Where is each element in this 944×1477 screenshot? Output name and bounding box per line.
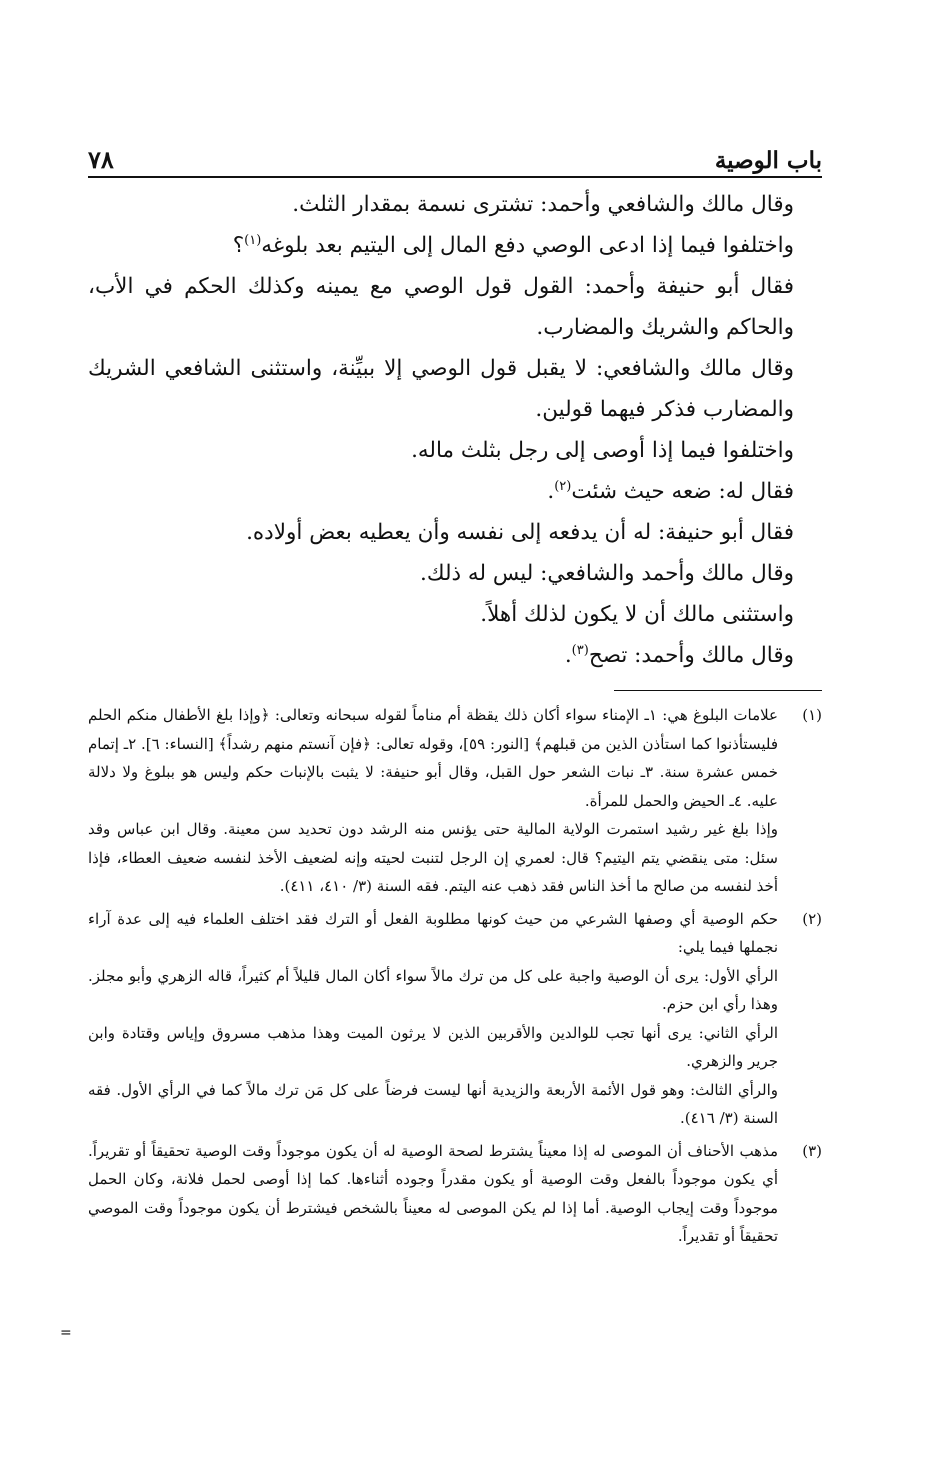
footnotes — [88, 701, 822, 1251]
paragraph — [88, 512, 822, 553]
footnote-2 — [88, 905, 822, 1133]
paragraph-text: واختلفوا فيما إذا أوصى إلى رجل بثلث ماله. — [411, 438, 794, 463]
paragraph — [88, 594, 822, 635]
footnote-paragraph: علامات البلوغ هي: ١ـ الإمناء سواء أكان ذلك يقظة أم مناماً لقوله سبحانه وتعالى: ﴿وإذا بلغ الأطفال منكم الحلم فليستأذنوا كما استأذن الذين من قبلهم﴾ [النور: ٥٩]، وقوله تعالى: ﴿فإن آنستم منهم رشداً﴾ [النساء: ٦]. ٢ـ إتمام خمس عشرة سنة. ٣ـ نبات الشعر حول القبل، وقال أبو حنيفة: لا يثبت بالإنبات حكم وليس هو ببلوغ ولا دلالة عليه. ٤ـ الحيض والحمل للمرأة. — [88, 706, 779, 810]
paragraph-text: فقال له: ضعه حيث شئت — [571, 479, 794, 504]
footnote-number: (١) — [802, 706, 822, 724]
paragraph — [88, 348, 822, 430]
paragraph-text: واختلفوا فيما إذا ادعى الوصي دفع المال إلى اليتيم بعد بلوغه — [261, 233, 794, 258]
footnote-body — [88, 1137, 778, 1251]
paragraph-text: فقال أبو حنيفة وأحمد: القول قول الوصي مع يمينه وكذلك الحكم في الأب، والحاكم والشريك والمضارب. — [88, 274, 794, 340]
paragraph-text: وقال مالك والشافعي: لا يقبل قول الوصي إلا ببيِّنة، واستثنى الشافعي الشريك والمضارب فذكر فيهما قولين. — [88, 356, 794, 422]
paragraph — [88, 553, 822, 594]
footnote-body — [88, 905, 778, 1133]
page — [88, 138, 822, 1255]
running-title: باب الوصية — [714, 147, 822, 174]
footnote-paragraph: الرأي الثاني: يرى أنها تجب للوالدين والأقربين الذين لا يرثون الميت وهذا مذهب مسروق وإياس وقتادة وابن جرير والزهري. — [88, 1023, 778, 1070]
footnote-ref[interactable]: (١) — [244, 232, 262, 248]
paragraph — [88, 184, 822, 225]
footnote-ref[interactable]: (٢) — [554, 478, 572, 494]
footnote-paragraph: مذهب الأحناف أن الموصى له إذا معيناً يشترط لصحة الوصية له أن يكون موجوداً وقت الوصية تحقيقاً أو تقريراً. أي يكون موجوداً بالفعل وقت الوصية أو يكون مقدراً وجوده أثناءها. كما إذا أوصى لحمل فلانة، وكان الحمل موجوداً وقت إيجاب الوصية. أما إذا لم يكن الموصى له معيناً بالشخص فيشترط أن يكون موجوداً وقت الموصي تحقيقاً أو تقديراً. — [88, 1141, 778, 1245]
main-text — [88, 184, 822, 676]
footnote-paragraph: حكم الوصية أي وصفها الشرعي من حيث كونها مطلوبة الفعل أو الترك فقد اختلف العلماء فيه إلى عدة آراء نجملها فيما يلي: — [88, 909, 778, 956]
paragraph — [88, 266, 822, 348]
punctuation: . — [564, 643, 572, 668]
paragraph-text: وقال مالك وأحمد: تصح — [588, 643, 794, 668]
punctuation: . — [547, 479, 555, 504]
paragraph — [88, 430, 822, 471]
paragraph — [88, 471, 822, 512]
footnote-paragraph: الرأي الأول: يرى أن الوصية واجبة على كل من ترك مالاً سواء أكان المال قليلاً أم كثيراً، قاله الزهري وأبو مجلز. وهذا رأي ابن حزم. — [88, 966, 778, 1013]
paragraph — [88, 225, 822, 266]
punctuation: ؟ — [232, 233, 245, 258]
footnote-separator — [614, 690, 822, 691]
footnote-number: (٢) — [802, 909, 822, 928]
paragraph-text: واستثنى مالك أن لا يكون لذلك أهلاً. — [480, 602, 794, 627]
running-header — [88, 138, 822, 178]
paragraph — [88, 635, 822, 676]
footnote-3 — [88, 1137, 822, 1251]
footnote-number: (٣) — [802, 1141, 822, 1160]
footnote-paragraph: والرأي الثالث: وهو قول الأئمة الأربعة والزيدية أنها ليست فرضاً على كل مَن ترك مالاً كما في الرأي الأول. فقه السنة (٣/ ٤١٦). — [88, 1080, 779, 1127]
paragraph-text: وقال مالك وأحمد والشافعي: ليس له ذلك. — [420, 561, 794, 586]
footnote-1 — [88, 701, 822, 901]
continuation-mark: = — [60, 1325, 72, 1341]
paragraph-text: فقال أبو حنيفة: له أن يدفعه إلى نفسه وأن يعطيه بعض أولاده. — [246, 520, 794, 545]
footnote-ref[interactable]: (٣) — [571, 642, 589, 658]
page-number: ٧٨ — [88, 145, 114, 174]
footnote-body — [88, 701, 778, 901]
paragraph-text: وقال مالك والشافعي وأحمد: تشترى نسمة بمقدار الثلث. — [292, 192, 794, 217]
footnote-paragraph: وإذا بلغ غير رشيد استمرت الولاية المالية حتى يؤنس منه الرشد دون تحديد سن معينة. وقال ابن عباس وقد سئل: متى ينقضي يتم اليتيم؟ قال: لعمري إن الرجل لتنبت لحيته وإنه لضعيف الأخذ لنفسه ضعيف العطاء، فإذا أخذ لنفسه من صالح ما أخذ الناس فقد ذهب عنه اليتم. فقه السنة (٣/ ٤١٠، ٤١١). — [88, 820, 778, 895]
